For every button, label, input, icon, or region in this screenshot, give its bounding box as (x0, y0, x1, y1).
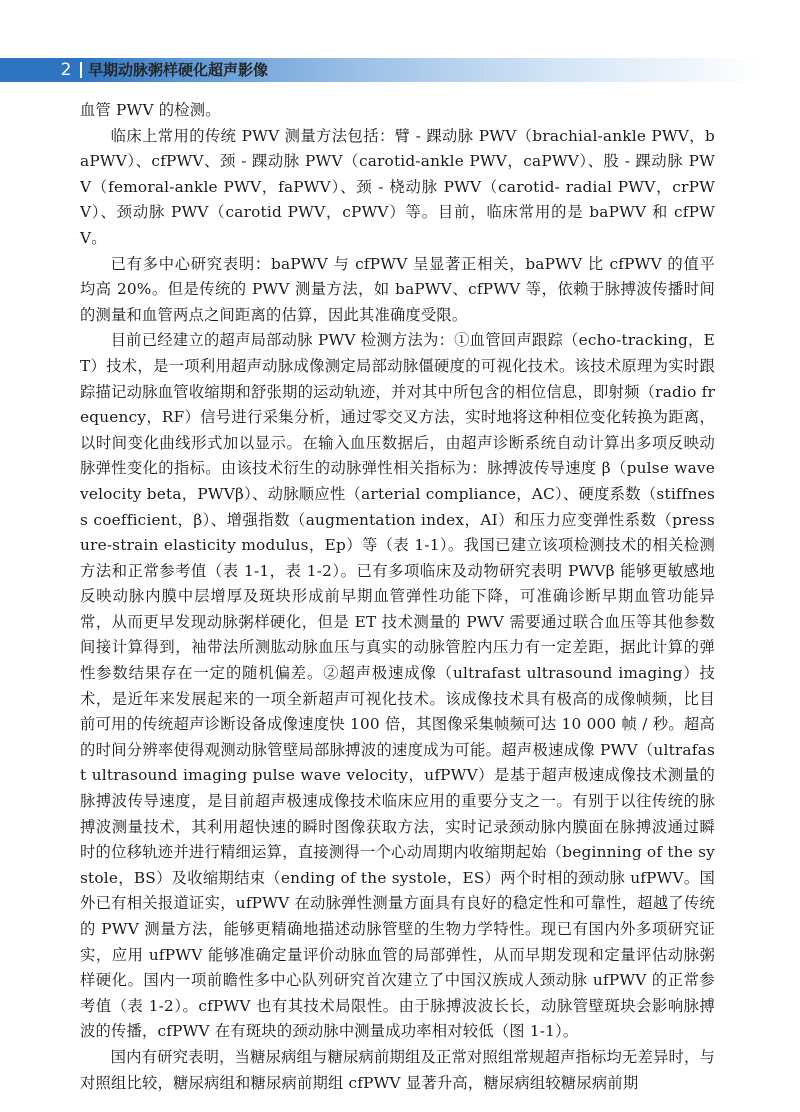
paragraph-pwv-methods: 临床上常用的传统 PWV 测量方法包括：臂 - 踝动脉 PWV（brachial-ankle PWV，baPWV）、cfPWV、颈 - 踝动脉 PWV（carotid-ankle PWV，caPWV）、股 - 踝动脉 PWV（femoral-ankle PWV，faPWV）、颈 - 桡动脉 PWV（carotid- radial PWV，crPWV）、颈动脉 PWV（carotid PWV，cPWV）等。目前，临床常用的是 baPWV 和 cfPWV。 (80, 126, 715, 247)
paragraph-diabetes-study: 国内有研究表明，当糖尿病组与糖尿病前期组及正常对照组常规超声指标均无差异时，与对照组比较，糖尿病组和糖尿病前期组 cfPWV 显著升高，糖尿病组较糖尿病前期 (80, 1047, 715, 1092)
body-text (80, 98, 715, 1096)
running-title: 早期动脉粥样硬化超声影像 (88, 61, 269, 79)
page-number: 2 (60, 60, 72, 80)
paragraph-local-pwv-techniques: 目前已经建立的超声局部动脉 PWV 检测方法为：①血管回声跟踪（echo-tracking，ET）技术，是一项利用超声动脉成像测定局部动脉僵硬度的可视化技术。该技术原理为实时跟踪描记动脉血管收缩期和舒张期的运动轨迹，并对其中所包含的相位信息，即射频（radio frequency，RF）信号进行采集分析，通过零交叉方法，实时地将这种相位变化转换为距离，以时间变化曲线形式加以显示。在输入血压数据后，由超声诊断系统自动计算出多项反映动脉弹性变化的指标。由该技术衍生的动脉弹性相关指标为：脉搏波传导速度 β（pulse wave velocity beta，PWVβ）、动脉顺应性（arterial compliance，AC）、硬度系数（stiffness coefficient，β）、增强指数（augmentation index，AI）和压力应变弹性系数（pressure-strain elasticity modulus，Ep）等（表 1-1）。我国已建立该项检测技术的相关检测方法和正常参考值（表 1-1，表 1-2）。已有多项临床及动物研究表明 PWVβ 能够更敏感地反映动脉内膜中层增厚及斑块形成前早期血管弹性功能下降，可准确诊断早期血管功能异常，从而更早发现动脉粥样硬化，但是 ET 技术测量的 PWV 需要通过联合血压等其他参数间接计算得到，袖带法所测肱动脉血压与真实的动脉管腔内压力有一定差距，据此计算的弹性参数结果存在一定的随机偏差。②超声极速成像（ultrafast ultrasound imaging）技术，是近年来发展起来的一项全新超声可视化技术。该成像技术具有极高的成像帧频，比目前可用的传统超声诊断设备成像速度快 100 倍，其图像采集帧频可达 10 000 帧 / 秒。超高的时间分辨率使得观测动脉管壁局部脉搏波的速度成为可能。超声极速成像 PWV（ultrafast ultrasound imaging pulse wave velocity，ufPWV）是基于超声极速成像技术测量的脉搏波传导速度，是目前超声极速成像技术临床应用的重要分支之一。有别于以往传统的脉搏波测量技术，其利用超快速的瞬时图像获取方法，实时记录颈动脉内膜面在脉搏波通过瞬时的位移轨迹并进行精细运算，直接测得一个心动周期内收缩期起始（beginning of the systole，BS）及收缩期结束（ending of the systole，ES）两个时相的颈动脉 ufPWV。国外已有相关报道证实，ufPWV 在动脉弹性测量方面具有良好的稳定性和可靠性，超越了传统的 PWV 测量方法，能够更精确地描述动脉管壁的生物力学特性。现已有国内外多项研究证实，应用 ufPWV 能够准确定量评价动脉血管的局部弹性，从而早期发现和定量评估动脉粥样硬化。国内一项前瞻性多中心队列研究首次建立了中国汉族成人颈动脉 ufPWV 的正常参考值（表 1-2）。cfPWV 也有其技术局限性。由于脉搏波波长长，动脉管壁斑块会影响脉搏波的传播，cfPWV 在有斑块的颈动脉中测量成功率相对较低（图 1-1）。 (80, 331, 715, 1041)
paragraph-multicenter-study: 已有多中心研究表明：baPWV 与 cfPWV 呈显著正相关，baPWV 比 cfPWV 的值平均高 20%。但是传统的 PWV 测量方法，如 baPWV、cfPWV 等，依赖于脉搏波传播时间的测量和血管两点之间距离的估算，因此其准确度受限。 (80, 254, 715, 324)
paragraph-continuation: 血管 PWV 的检测。 (80, 101, 221, 119)
running-header (0, 58, 800, 82)
header-divider (80, 62, 82, 78)
